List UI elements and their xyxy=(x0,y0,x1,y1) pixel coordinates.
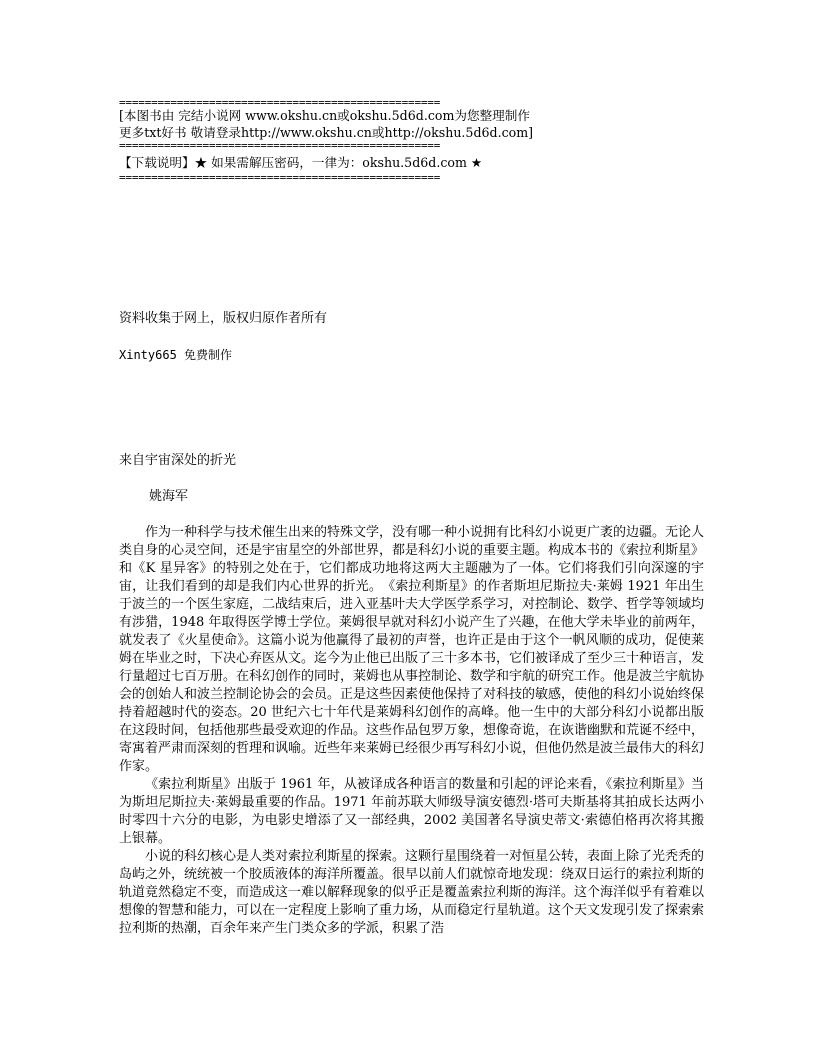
body-paragraph: 作为一种科学与技术催生出来的特殊文学，没有哪一种小说拥有比科幻小说更广袤的边疆。无论人类自身的心灵空间，还是宇宙星空的外部世界，都是科幻小说的重要主题。构成本书的《索拉利斯星》和《K 星异客》的特别之处在于，它们都成功地将这两大主题融为了一体。它们将我们引向深邃的宇宙，让我们看到的却是我们内心世界的折光。 《索拉利斯星》的作者斯坦尼斯拉夫·莱姆 1921 年出生于波兰的一个医生家庭，二战结束后，进入亚基叶夫大学医学系学习，对控制论、数学、哲学等领域均有涉猎，1948 年取得医学博士学位。莱姆很早就对科幻小说产生了兴趣，在他大学未毕业的前两年，就发表了《火星使命》。这篇小说为他赢得了最初的声誉，也许正是由于这个一帆风顺的成功，促使莱姆在毕业之时，下决心弃医从文。迄今为止他已出版了三十多本书，它们被译成了至少三十种语言，发行量超过七百万册。在科幻创作的同时，莱姆也从事控制论、数学和宇航的研究工作。他是波兰宇航协会的创始人和波兰控制论协会的会员。正是这些因素使他保持了对科技的敏感，使他的科幻小说始终保持着超越时代的姿态。20 世纪六七十年代是莱姆科幻创作的高峰。他一生中的大部分科幻小说都出版在这段时间，包括他那些最受欢迎的作品。这些作品包罗万象，想像奇诡，在诙谐幽默和荒诞不经中，寄寓着严肃而深刻的哲理和讽喻。近些年来莱姆已经很少再写科幻小说，但他仍然是波兰最伟大的科幻作家。 xyxy=(119,525,705,774)
body-paragraph: 《索拉利斯星》出版于 1961 年，从被译成各种语言的数量和引起的评论来看，《索拉利斯星》当为斯坦尼斯拉夫·莱姆最重要的作品。1971 年前苏联大师级导演安德烈·塔可夫斯基将其拍成长达两小时零四十六分的电影，为电影史增添了又一部经典，2002 美国著名导演史蒂文·索德伯格再次将其搬上银幕。 xyxy=(119,777,704,846)
divider-rule-bottom: ================================================== xyxy=(119,173,441,182)
article-title: 来自宇宙深处的折光 xyxy=(119,453,237,468)
copyright-note: 资料收集于网上，版权归原作者所有 xyxy=(119,311,328,326)
download-instructions: 【下载说明】★ 如果需解压密码，一律为：okshu.5d6d.com ★ xyxy=(119,155,483,170)
document-page xyxy=(119,98,704,938)
article-body xyxy=(119,524,704,938)
divider-rule-top: ================================================== xyxy=(119,98,441,107)
source-notice-line-2: 更多txt好书 敬请登录http://www.okshu.cn或http://okshu.5d6d.com] xyxy=(119,125,534,140)
article-author: 姚海军 xyxy=(149,489,189,504)
producer-credit: Xinty665 免费制作 xyxy=(119,348,233,362)
source-notice-line-1: [本图书由 完结小说网 www.okshu.cn或okshu.5d6d.com为您整理制作 xyxy=(119,108,530,123)
body-paragraph: 小说的科幻核心是人类对索拉利斯星的探索。这颗行星围绕着一对恒星公转，表面上除了光秃秃的岛屿之外，统统被一个胶质液体的海洋所覆盖。很早以前人们就惊奇地发现：绕双日运行的索拉利斯的轨道竟然稳定不变，而造成这一难以解释现象的似乎正是覆盖索拉利斯的海洋。这个海洋似乎有着难以想像的智慧和能力，可以在一定程度上影响了重力场，从而稳定行星轨道。这个天文发现引发了探索索拉利斯的热潮，百余年来产生门类众多的学派，积累了浩 xyxy=(119,849,705,936)
divider-rule-middle: ================================================== xyxy=(119,141,441,150)
